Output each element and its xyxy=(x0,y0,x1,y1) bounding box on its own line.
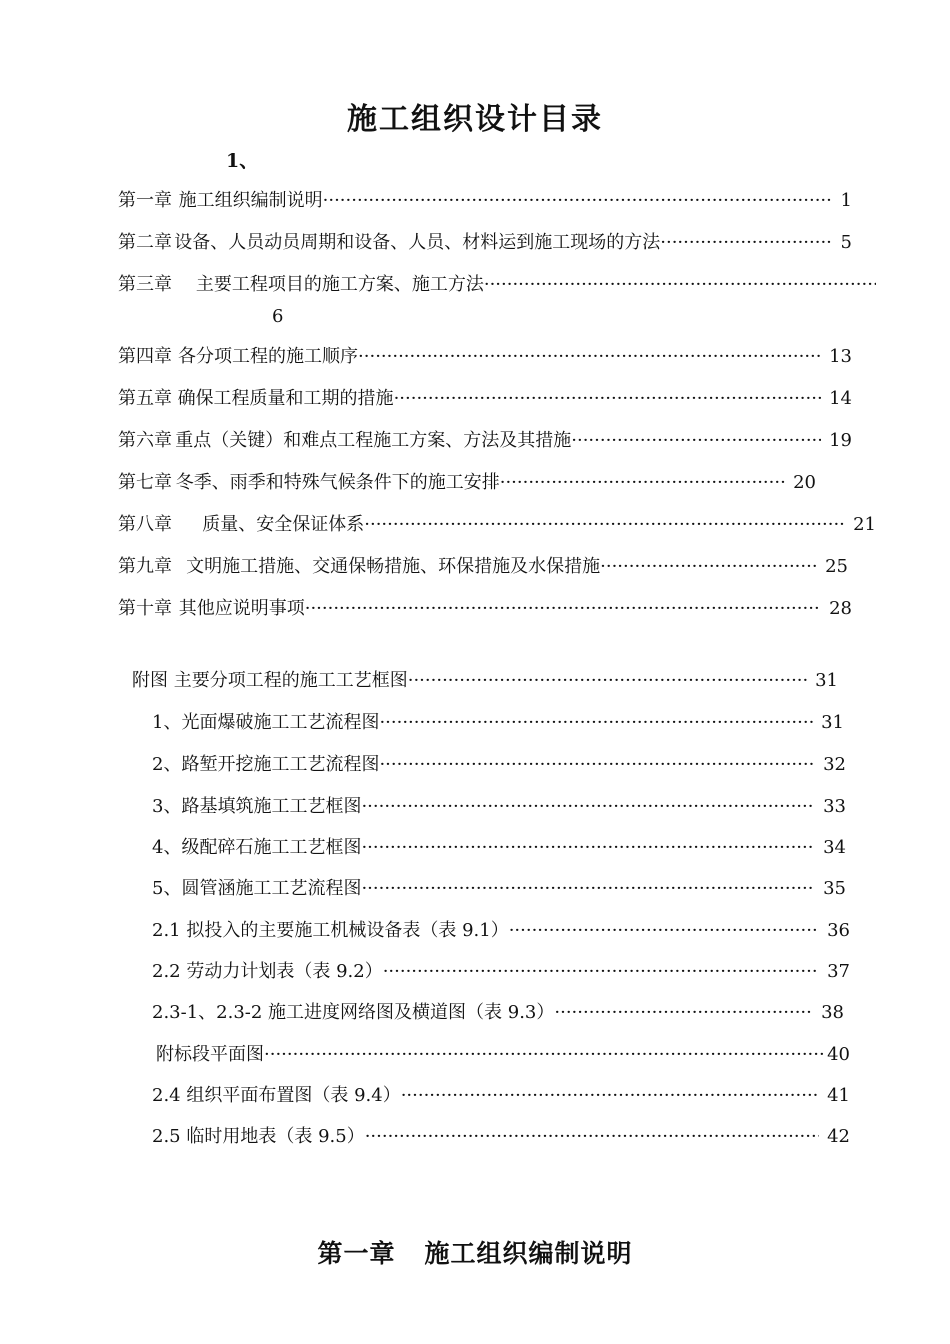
dot-leader xyxy=(365,1124,819,1150)
page-number: 33 xyxy=(823,796,846,817)
dot-leader xyxy=(401,1083,819,1109)
page-number: 36 xyxy=(827,920,850,941)
dot-leader xyxy=(305,596,821,622)
appendix-title: 3、路基填筑施工工艺框图 xyxy=(152,796,362,817)
dot-leader xyxy=(361,794,815,820)
dot-leader xyxy=(394,386,822,412)
chapter-title: 重点（关键）和难点工程施工方案、方法及其措施 xyxy=(175,430,572,451)
toc-appendix-item[interactable] xyxy=(152,959,850,985)
page-number: 14 xyxy=(829,388,852,409)
toc-appendix-item[interactable] xyxy=(152,710,844,736)
toc-appendix-item[interactable] xyxy=(152,1083,850,1109)
page-number: 5 xyxy=(840,232,852,253)
chapter1-heading: 第一章 施工组织编制说明 xyxy=(317,1239,633,1268)
toc-entry-ch4[interactable] xyxy=(118,344,852,370)
chapter-title: 施工组织编制说明 xyxy=(178,190,323,211)
page-number: 34 xyxy=(823,837,846,858)
toc-entry-ch7[interactable] xyxy=(118,470,816,496)
toc-entry-ch3[interactable] xyxy=(118,272,876,298)
toc-title: 施工组织设计目录 xyxy=(347,102,603,137)
dot-leader xyxy=(383,959,819,985)
toc-appendix-item[interactable] xyxy=(152,1000,844,1026)
appendix-title: 2.3-1、2.3-2 施工进度网络图及横道图（表 9.3） xyxy=(152,1002,555,1023)
dot-leader xyxy=(364,512,845,538)
toc-appendix-item[interactable] xyxy=(156,1042,850,1068)
appendix-title: 2.1 拟投入的主要施工机械设备表（表 9.1） xyxy=(152,920,509,941)
appendix-title: 2.5 临时用地表（表 9.5） xyxy=(152,1126,365,1147)
appendix-title: 附图 主要分项工程的施工工艺框图 xyxy=(132,670,408,691)
toc-appendix-item[interactable] xyxy=(152,876,846,902)
chapter-number: 第四章 xyxy=(118,346,172,367)
dot-leader xyxy=(484,272,876,298)
toc-appendix-item[interactable] xyxy=(152,752,846,778)
page-number: 37 xyxy=(827,961,850,982)
chapter-number: 第九章 xyxy=(118,556,172,577)
appendix-title: 5、圆管涵施工工艺流程图 xyxy=(152,878,362,899)
page-number: 32 xyxy=(823,754,846,775)
chapter-title: 设备、人员动员周期和设备、人员、材料运到施工现场的方法 xyxy=(174,232,661,253)
chapter-title: 各分项工程的施工顺序 xyxy=(178,346,359,367)
dot-leader xyxy=(264,1042,825,1068)
page-number: 19 xyxy=(829,430,852,451)
page-number: 21 xyxy=(853,514,876,535)
dot-leader xyxy=(361,835,815,861)
page-number: 1 xyxy=(840,190,852,211)
dot-leader xyxy=(323,188,833,214)
toc-entry-ch8[interactable] xyxy=(118,512,876,538)
page-number: 28 xyxy=(829,598,852,619)
chapter-number: 第七章 xyxy=(118,472,172,493)
dot-leader xyxy=(379,752,815,778)
chapter-number: 第一章 xyxy=(118,190,172,211)
toc-entry-ch5[interactable] xyxy=(118,386,852,412)
dot-leader xyxy=(571,428,821,454)
chapter-title: 冬季、雨季和特殊气候条件下的施工安排 xyxy=(175,472,500,493)
chapter-number: 第五章 xyxy=(118,388,172,409)
toc-entry-ch6[interactable] xyxy=(118,428,852,454)
dot-leader xyxy=(379,710,813,736)
chapter-number: 第六章 xyxy=(118,430,172,451)
dot-leader xyxy=(500,470,785,496)
chapter-title: 确保工程质量和工期的措施 xyxy=(177,388,394,409)
page-number: 6 xyxy=(272,306,284,327)
toc-entry-ch9[interactable] xyxy=(118,554,848,580)
dot-leader xyxy=(358,344,821,370)
page-number: 40 xyxy=(827,1044,850,1065)
toc-entry-ch2[interactable] xyxy=(118,230,852,256)
toc-subtitle: 1、 xyxy=(226,150,259,172)
appendix-title: 1、光面爆破施工工艺流程图 xyxy=(152,712,380,733)
toc-appendix-item[interactable] xyxy=(152,1124,850,1150)
toc-entry-ch10[interactable] xyxy=(118,596,852,622)
dot-leader xyxy=(660,230,832,256)
dot-leader xyxy=(408,668,807,694)
chapter-title: 主要工程项目的施工方案、施工方法 xyxy=(195,274,484,295)
page-number: 38 xyxy=(821,1002,844,1023)
chapter-number: 第八章 xyxy=(118,514,172,535)
page-number: 31 xyxy=(815,670,838,691)
chapter-number: 第二章 xyxy=(118,232,172,253)
page-number: 13 xyxy=(829,346,852,367)
page-number: 25 xyxy=(825,556,848,577)
dot-leader xyxy=(600,554,817,580)
dot-leader xyxy=(554,1000,813,1026)
page-number: 20 xyxy=(793,472,816,493)
appendix-title: 2.4 组织平面布置图（表 9.4） xyxy=(152,1085,401,1106)
chapter-title: 其他应说明事项 xyxy=(178,598,305,619)
toc-appendix-item[interactable] xyxy=(152,918,850,944)
toc-appendix-item[interactable] xyxy=(152,794,846,820)
appendix-title: 2.2 劳动力计划表（表 9.2） xyxy=(152,961,383,982)
appendix-title: 2、路堑开挖施工工艺流程图 xyxy=(152,754,380,775)
chapter-number: 第三章 xyxy=(118,274,172,295)
chapter-number: 第十章 xyxy=(118,598,172,619)
appendix-title: 附标段平面图 xyxy=(156,1044,264,1065)
page-number: 31 xyxy=(821,712,844,733)
page-number: 35 xyxy=(823,878,846,899)
toc-entry-ch1[interactable] xyxy=(118,188,852,214)
chapter-title: 文明施工措施、交通保畅措施、环保措施及水保措施 xyxy=(186,556,601,577)
dot-leader xyxy=(361,876,815,902)
toc-appendix-main[interactable] xyxy=(132,668,838,694)
toc-appendix-item[interactable] xyxy=(152,835,846,861)
appendix-title: 4、级配碎石施工工艺框图 xyxy=(152,837,362,858)
dot-leader xyxy=(509,918,819,944)
chapter-title: 质量、安全保证体系 xyxy=(202,514,365,535)
page-number: 41 xyxy=(827,1085,850,1106)
page-number: 42 xyxy=(827,1126,850,1147)
